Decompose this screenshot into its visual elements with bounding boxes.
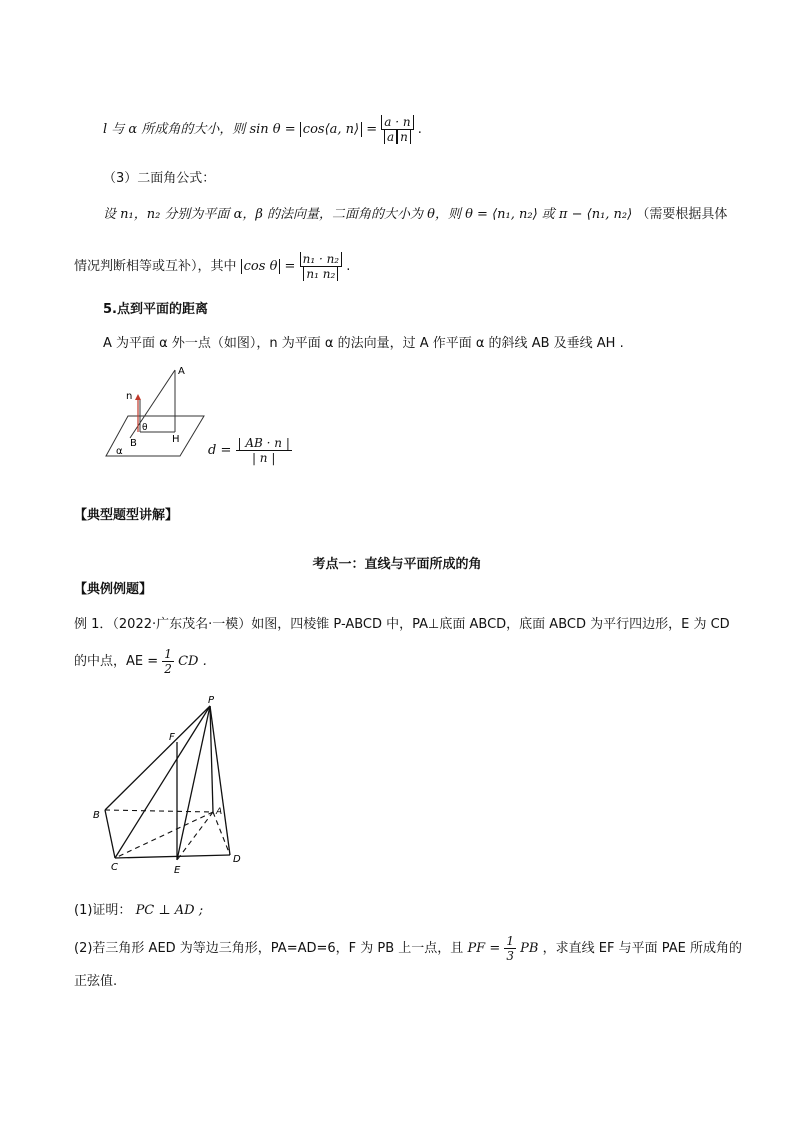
label-A: A (178, 366, 185, 377)
dihedral-angle-2: ⟨n₁, n₂⟩ (586, 207, 633, 222)
cos-theta-abs: cos θ (241, 259, 281, 274)
slant-ab (130, 370, 175, 438)
topic-title: 考点一：直线与平面所成的角 (312, 557, 482, 572)
dihedral-text-c: 情况判断相等或互补），其中 (74, 259, 237, 274)
edge-pe (177, 706, 210, 860)
third-den: 3 (506, 949, 515, 963)
label-B: B (130, 438, 137, 449)
edge-bc (105, 810, 115, 858)
question-2-cont: 正弦值. (74, 974, 118, 989)
example-line-2 (74, 647, 207, 676)
distance-text: A 为平面 α 外一点（如图），n 为平面 α 的法向量，过 A 作平面 α 的斜线 AB 及垂线 AH . (103, 336, 624, 351)
dihedral-eq: = (284, 259, 296, 274)
dihedral-heading: （3）二面角公式： (103, 171, 216, 186)
distance-figure (100, 360, 210, 460)
label-A2: A (216, 807, 223, 817)
q1-expr: PC ⊥ AD ; (135, 903, 204, 918)
formula-end: . (417, 122, 422, 137)
distance-formula (208, 436, 292, 465)
q2-pb: PB (520, 941, 539, 956)
dihedral-fraction (300, 252, 343, 281)
dihedral-angle-1: ⟨n₁, n₂⟩ (492, 207, 538, 222)
dihedral-num: n₁ · n₂ (300, 252, 343, 267)
label-alpha: α (116, 446, 123, 457)
distance-fraction (236, 436, 292, 465)
formula-prefix: l 与 α 所成角的大小，则 sin θ = (103, 122, 296, 137)
denominator-a: a (384, 130, 397, 144)
dihedral-end: . (346, 259, 351, 274)
dihedral-text-b: （需要根据具体 (636, 207, 728, 222)
question-1 (74, 899, 203, 918)
dihedral-or: 或 π − (541, 207, 583, 222)
distance-num: | AB · n | (237, 436, 290, 450)
label-F: F (169, 732, 175, 743)
fraction-denominator (382, 130, 413, 144)
edge-pb (105, 706, 210, 810)
q2-text-a: (2)若三角形 AED 为等边三角形，PA=AD=6，F 为 PB 上一点，且 (74, 941, 464, 956)
distance-heading: 5.点到平面的距离 (103, 302, 208, 317)
dihedral-den: n₁ n₂ (303, 267, 338, 281)
formula-equals: = (366, 122, 378, 137)
example-heading: 【典例例题】 (74, 582, 153, 597)
label-theta: θ (142, 423, 148, 433)
dihedral-line-2 (74, 252, 350, 281)
normal-arrow-icon (135, 394, 141, 400)
example-line-1: 例 1．（2022·广东茂名·一模）如图，四棱锥 P-ABCD 中，PA⊥底面 ABCD，底面 ABCD 为平行四边形，E 为 CD (74, 617, 730, 632)
edge-cd (115, 855, 230, 858)
pyramid-figure (85, 690, 255, 880)
label-H: H (172, 434, 180, 445)
typical-heading: 【典型题型讲解】 (74, 508, 179, 523)
q1-label: (1)证明： (74, 903, 132, 918)
q2-text-b: ，求直线 EF 与平面 PAE 所成角的 (542, 941, 742, 956)
example-text-a: 的中点，AE = (74, 654, 159, 669)
formula-d: d = (208, 443, 232, 458)
label-P: P (208, 695, 215, 706)
line-angle-formula (103, 115, 422, 144)
denominator-n: n (397, 130, 411, 144)
half-num: 1 (164, 647, 172, 661)
edge-pd (210, 706, 230, 855)
edge-ba-hidden (105, 810, 213, 812)
half-fraction (162, 647, 174, 676)
label-B2: B (93, 810, 100, 821)
fraction-numerator: a · n (381, 115, 413, 130)
cos-abs-expr: cos⟨a, n⟩ (300, 122, 362, 137)
half-den: 2 (164, 662, 172, 676)
dihedral-text-a: 设 n₁，n₂ 分别为平面 α，β 的法向量，二面角的大小为 θ，则 θ = (103, 207, 488, 222)
distance-den: | n | (251, 451, 276, 465)
q2-pf: PF = (467, 941, 501, 956)
label-E: E (174, 865, 181, 876)
example-text-b: CD . (178, 654, 207, 669)
third-num: 1 (506, 934, 515, 948)
sin-fraction (381, 115, 413, 144)
question-2 (74, 934, 742, 963)
third-fraction (504, 934, 516, 963)
dihedral-line-1 (103, 203, 727, 222)
label-D: D (233, 854, 241, 865)
label-C: C (111, 862, 118, 873)
label-n: n (126, 391, 133, 402)
